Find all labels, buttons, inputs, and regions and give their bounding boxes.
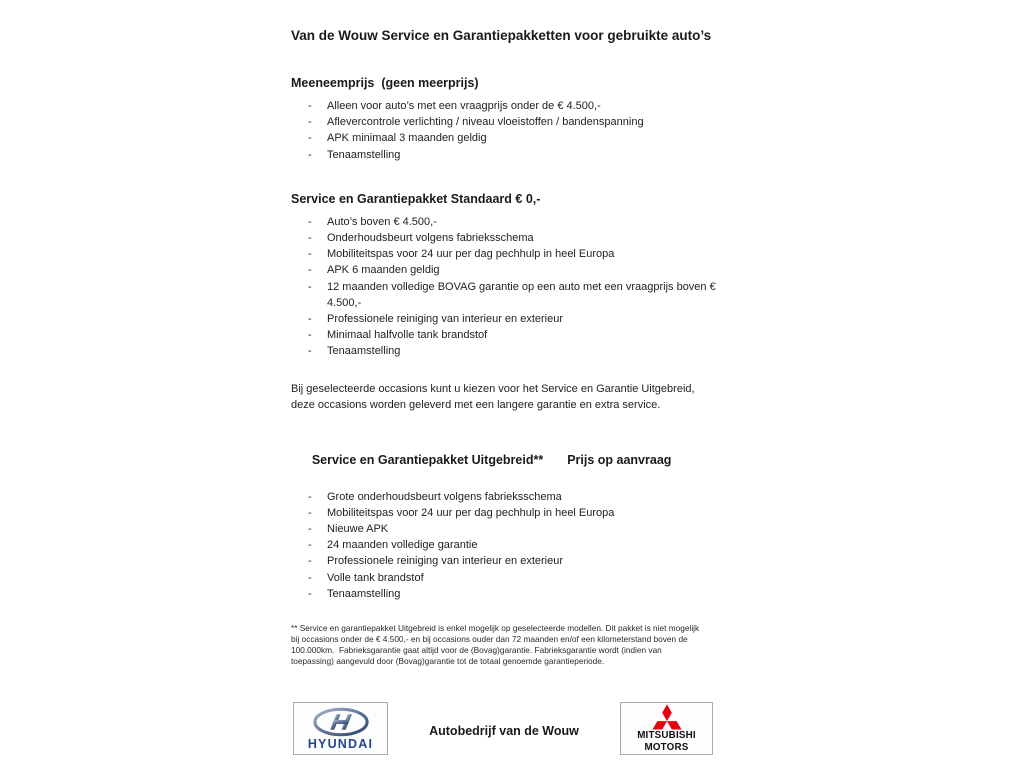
list-item (308, 262, 733, 278)
list-item-text: Onderhoudsbeurt volgens fabrieksschema (327, 232, 534, 245)
list-item (308, 130, 733, 146)
list-item (308, 327, 733, 343)
list-item-text: APK minimaal 3 maanden geldig (327, 132, 487, 145)
intro-paragraph-uitgebreid: Bij geselecteerde occasions kunt u kiezen voor het Service en Garantie Uitgebreid, deze occasions worden geleverd met een langere garantie en extra service. (291, 382, 698, 411)
list-item-text: 24 maanden volledige garantie (327, 539, 478, 552)
list-item-text: Minimaal halfvolle tank brandstof (327, 329, 488, 342)
bullet-dash: - (308, 555, 312, 568)
bullet-dash: - (308, 506, 312, 519)
hyundai-logo-icon (312, 707, 370, 737)
list-item (308, 505, 733, 521)
list-item-text: Nieuwe APK (327, 523, 389, 536)
document-body (291, 0, 733, 667)
hyundai-logo-box (293, 702, 388, 755)
list-item (308, 214, 733, 230)
list-uitgebreid (291, 489, 733, 602)
list-item-text: Professionele reiniging van interieur en exterieur (327, 555, 564, 568)
bullet-dash: - (308, 132, 312, 145)
section-heading-uitgebreid (291, 439, 733, 481)
bullet-dash: - (308, 313, 312, 326)
list-item-text: Tenaamstelling (327, 587, 401, 600)
bullet-dash: - (308, 345, 312, 358)
bullet-dash: - (308, 116, 312, 129)
list-item-text: Mobiliteitspas voor 24 uur per dag pechhulp in heel Europa (327, 506, 615, 519)
list-standaard (291, 214, 733, 360)
list-item (308, 570, 733, 586)
list-item (308, 521, 733, 537)
bullet-dash: - (308, 571, 312, 584)
page-title: Van de Wouw Service en Garantiepakketten voor gebruikte auto’s (291, 28, 712, 43)
bullet-dash: - (308, 215, 312, 228)
list-item-text: Auto’s boven € 4.500,- (327, 215, 437, 228)
bullet-dash: - (308, 100, 312, 112)
list-item-text: Aflevercontrole verlichting / niveau vloeistoffen / bandenspanning (327, 116, 644, 129)
list-item (308, 246, 733, 262)
list-item (308, 537, 733, 553)
list-item (308, 343, 733, 359)
list-item (308, 311, 733, 327)
list-item-text: Mobiliteitspas voor 24 uur per dag pechhulp in heel Europa (327, 248, 615, 261)
list-item (308, 279, 733, 311)
list-item-text: Alleen voor auto’s met een vraagprijs onder de € 4.500,- (327, 100, 601, 112)
list-item-text: APK 6 maanden geldig (327, 264, 440, 277)
dealer-name-text: Autobedrijf van de Wouw (429, 724, 579, 738)
bullet-dash: - (308, 148, 312, 161)
footnote-text: ** Service en garantiepakket Uitgebreid is enkel mogelijk op geselecteerde modellen. Dit pakket is niet mogelijk bij occasions onder de € 4.500,- en bij occasions ouder dan 72 maanden en/of een kilometerstand boven de 100.000km. Fabrieksgarantie gaat altijd voor de (Bovag)garantie. Fabrieksgarantie wordt (indien van toepassing) aangevuld door (Bovag)garantie tot de totaal genoemde garantieperiode. (291, 623, 702, 667)
list-item-text: Grote onderhoudsbeurt volgens fabrieksschema (327, 490, 562, 503)
section-heading-standaard: Service en Garantiepakket Standaard € 0,- (291, 191, 541, 206)
list-item (308, 147, 733, 163)
bullet-dash: - (308, 539, 312, 552)
bullet-dash: - (308, 490, 312, 503)
bullet-dash: - (308, 280, 312, 293)
bullet-dash: - (308, 523, 312, 536)
bullet-dash: - (308, 248, 312, 261)
list-item-text: 12 maanden volledige BOVAG garantie op een auto met een vraagprijs boven € 4.500,- (327, 280, 719, 309)
list-item (308, 586, 733, 602)
section-heading-meeneemprijs: Meeneemprijs (geen meerprijs) (291, 76, 479, 90)
list-item-text: Tenaamstelling (327, 345, 401, 358)
list-meeneemprijs (291, 98, 733, 163)
mitsubishi-wordmark-line1: MITSUBISHI (637, 730, 696, 741)
mitsubishi-logo-box (620, 702, 713, 755)
hyundai-wordmark: HYUNDAI (307, 736, 374, 751)
bullet-dash: - (308, 264, 312, 277)
list-item-text: Professionele reiniging van interieur en exterieur (327, 313, 564, 326)
bullet-dash: - (308, 232, 312, 245)
list-item-text: Tenaamstelling (327, 148, 401, 161)
price-on-request-label: Prijs op aanvraag (567, 452, 672, 467)
list-item-text: Volle tank brandstof (327, 571, 424, 584)
list-item (308, 114, 733, 130)
mitsubishi-logo-icon (652, 704, 682, 730)
list-item (308, 98, 733, 114)
mitsubishi-wordmark-line2: MOTORS (644, 741, 689, 753)
section-heading-uitgebreid-text: Service en Garantiepakket Uitgebreid** (311, 452, 544, 467)
list-item (308, 489, 733, 505)
list-item (308, 553, 733, 569)
bullet-dash: - (308, 329, 312, 342)
bullet-dash: - (308, 587, 312, 600)
list-item (308, 230, 733, 246)
